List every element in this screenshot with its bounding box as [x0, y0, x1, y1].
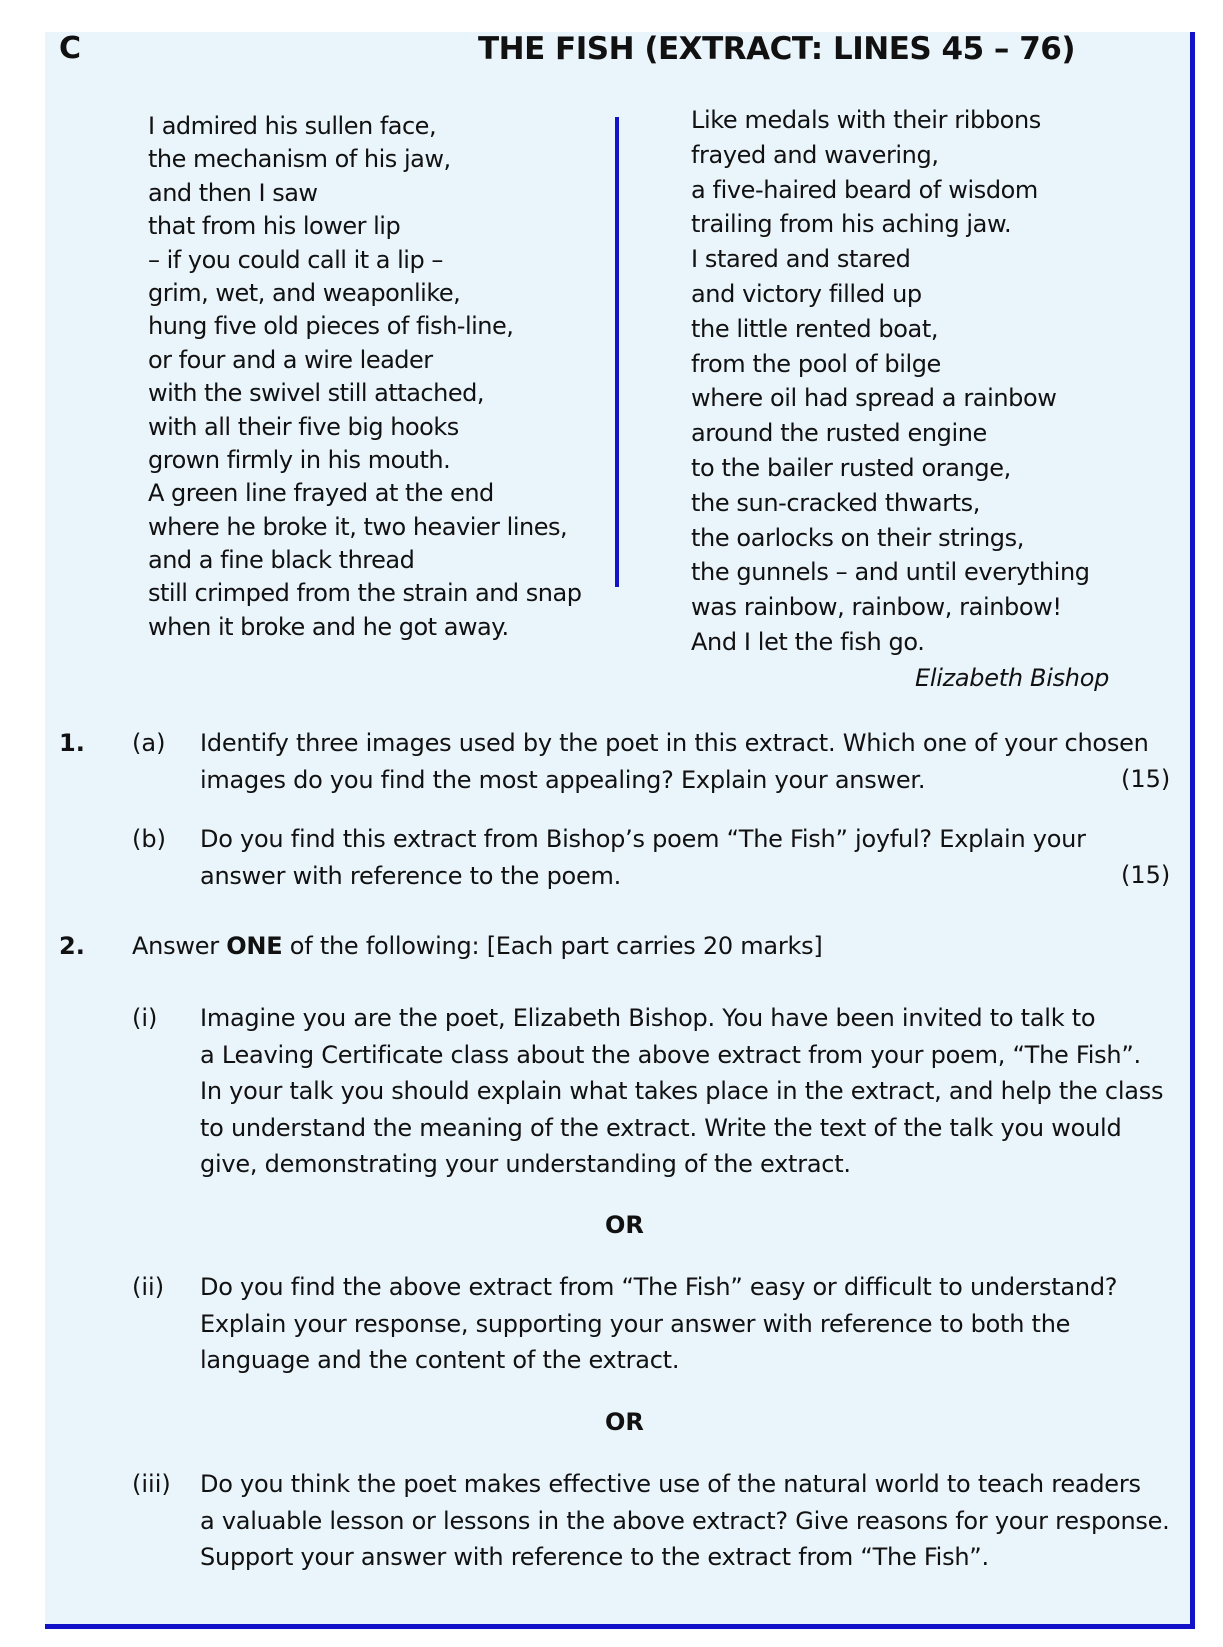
poem-line: – if you could call it a lip – [148, 245, 443, 274]
poem-line: and a fine black thread [148, 546, 415, 575]
question-1-number: 1. [59, 729, 85, 757]
poem-line: the mechanism of his jaw, [148, 145, 451, 174]
question-2ii-label: (ii) [132, 1273, 165, 1301]
poem-line: and victory filled up [691, 279, 922, 308]
poem-line: the gunnels – and until everything [691, 558, 1090, 587]
poem-author: Elizabeth Bishop [915, 664, 1110, 692]
poem-line: trailing from his aching jaw. [691, 210, 1012, 239]
poem-line: when it broke and he got away. [148, 612, 509, 641]
question-line: language and the content of the extract. [200, 1346, 680, 1374]
poem-line: grown firmly in his mouth. [148, 445, 451, 474]
question-2ii-text [200, 1269, 1117, 1379]
intro-prefix: Answer [132, 932, 227, 960]
question-2iii-label: (iii) [132, 1470, 171, 1498]
poem-line: was rainbow, rainbow, rainbow! [691, 593, 1062, 622]
poem-line: the sun-cracked thwarts, [691, 488, 981, 517]
poem-title: THE FISH (EXTRACT: LINES 45 – 76) [478, 31, 1076, 67]
poem-line: frayed and wavering, [691, 140, 939, 169]
poem-left-column [148, 110, 581, 644]
question-1b-marks: (15) [1121, 861, 1171, 889]
poem-line: and then I saw [148, 178, 318, 207]
question-line: to understand the meaning of the extract. Write the text of the talk you would [200, 1113, 1122, 1142]
question-line: images do you find the most appealing? Explain your answer. [200, 765, 926, 794]
poem-line: to the bailer rusted orange, [691, 453, 1011, 482]
question-1b-text [200, 821, 1086, 894]
question-line: Imagine you are the poet, Elizabeth Bishop. You have been invited to talk to [200, 1004, 1096, 1032]
question-1a-text [200, 725, 1149, 798]
poem-line: hung five old pieces of fish-line, [148, 312, 514, 341]
section-letter: C [59, 31, 82, 66]
poem-line: Like medals with their ribbons [691, 106, 1041, 134]
question-line: Explain your response, supporting your answer with reference to both the [200, 1309, 1071, 1338]
poem-line: where oil had spread a rainbow [691, 384, 1057, 413]
poem-line: with the swivel still attached, [148, 379, 484, 408]
poem-right-column [691, 103, 1090, 660]
question-1b-label: (b) [132, 825, 166, 853]
question-2-intro [132, 928, 822, 965]
question-line: Support your answer with reference to the extract from “The Fish”. [200, 1543, 989, 1571]
question-line: Do you think the poet makes effective use of the natural world to teach readers [200, 1470, 1141, 1498]
question-2i-label: (i) [132, 1004, 158, 1032]
poem-line: where he broke it, two heavier lines, [148, 512, 568, 541]
poem-line: the little rented boat, [691, 314, 939, 343]
question-line: answer with reference to the poem. [200, 861, 622, 890]
question-1a-marks: (15) [1121, 765, 1171, 793]
intro-suffix: of the following: [Each part carries 20 marks] [282, 932, 823, 960]
question-line: a Leaving Certificate class about the above extract from your poem, “The Fish”. [200, 1040, 1141, 1069]
question-line: Do you find the above extract from “The Fish” easy or difficult to understand? [200, 1273, 1118, 1301]
poem-line: still crimped from the strain and snap [148, 579, 582, 608]
poem-line: the oarlocks on their strings, [691, 523, 1024, 552]
column-divider [615, 117, 619, 587]
question-line: give, demonstrating your understanding of the extract. [200, 1150, 851, 1178]
question-2i-text [200, 1000, 1163, 1183]
question-line: Identify three images used by the poet in this extract. Which one of your chosen [200, 729, 1149, 757]
poem-line: I stared and stared [691, 245, 911, 274]
poem-line: around the rusted engine [691, 419, 987, 448]
poem-line: or four and a wire leader [148, 345, 433, 374]
question-2-number: 2. [59, 932, 85, 960]
poem-line: a five-haired beard of wisdom [691, 175, 1038, 204]
poem-line: A green line frayed at the end [148, 479, 494, 508]
poem-line: grim, wet, and weaponlike, [148, 278, 461, 307]
question-line: a valuable lesson or lessons in the above extract? Give reasons for your response. [200, 1506, 1170, 1535]
poem-line: with all their five big hooks [148, 412, 459, 441]
poem-line: that from his lower lip [148, 212, 401, 241]
question-line: In your talk you should explain what takes place in the extract, and help the class [200, 1077, 1164, 1105]
question-line: Do you find this extract from Bishop’s poem “The Fish” joyful? Explain your [200, 825, 1086, 853]
poem-line: from the pool of bilge [691, 349, 941, 378]
intro-bold: ONE [226, 932, 283, 960]
poem-line: I admired his sullen face, [148, 112, 437, 140]
question-2iii-text [200, 1466, 1170, 1576]
question-1a-label: (a) [132, 729, 166, 757]
or-separator: OR [605, 1211, 644, 1239]
or-separator: OR [605, 1408, 644, 1436]
poem-line: And I let the fish go. [691, 627, 925, 656]
